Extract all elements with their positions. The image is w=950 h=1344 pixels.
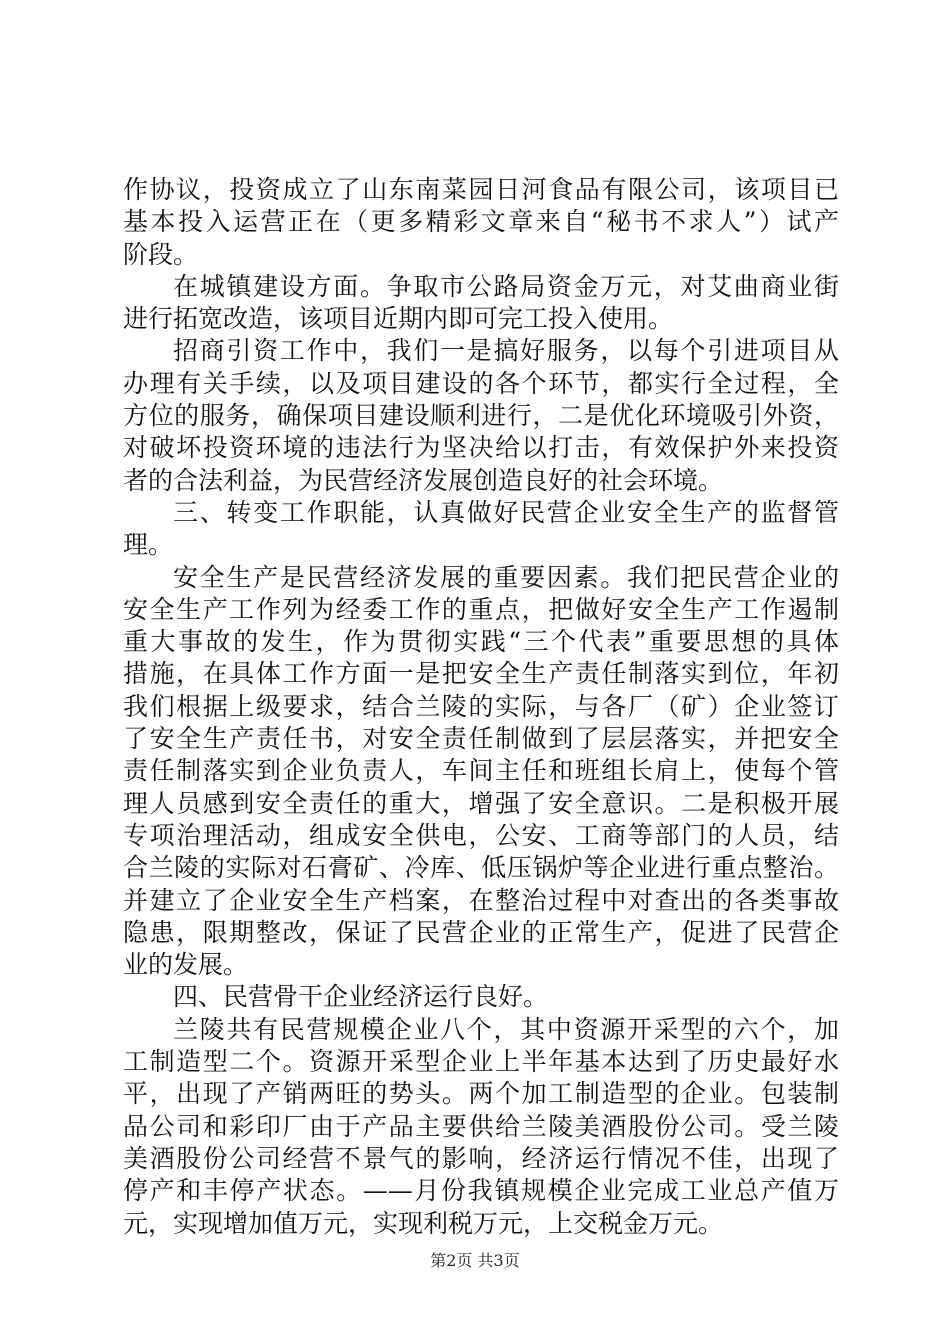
text-line: 业的发展。 bbox=[123, 950, 249, 980]
text-line: 并建立了企业安全生产档案，在整治过程中对查出的各类事故 bbox=[123, 885, 839, 915]
text-line: 安全生产工作列为经委工作的重点，把做好安全生产工作遏制 bbox=[123, 594, 839, 624]
text-line: 停产和丰停产状态。——月份我镇规模企业完成工业总产值万 bbox=[123, 1176, 839, 1206]
text-line: 理。 bbox=[123, 530, 174, 560]
text-line: 元，实现增加值万元，实现利税万元，上交税金万元。 bbox=[123, 1208, 724, 1238]
text-line: 品公司和彩印厂由于产品主要供给兰陵美酒股份公司。受兰陵 bbox=[123, 1111, 839, 1141]
text-line: 作协议，投资成立了山东南菜园日河食品有限公司，该项目已 bbox=[123, 175, 839, 204]
text-line: 隐患，限期整改，保证了民营企业的正常生产，促进了民营企 bbox=[123, 917, 839, 947]
text-line: 办理有关手续，以及项目建设的各个环节，都实行全过程，全 bbox=[123, 368, 839, 398]
text-line: 四、民营骨干企业经济运行良好。 bbox=[173, 982, 549, 1012]
text-line: 兰陵共有民营规模企业八个，其中资源开采型的六个，加 bbox=[173, 1014, 839, 1044]
text-line: 专项治理活动，组成安全供电，公安、工商等部门的人员，结 bbox=[123, 820, 839, 850]
text-line: 理人员感到安全责任的重大，增强了安全意识。二是积极开展 bbox=[123, 788, 839, 818]
text-line: 者的合法利益，为民营经济发展创造良好的社会环境。 bbox=[123, 465, 724, 495]
text-line: 对破坏投资环境的违法行为坚决给以打击，有效保护外来投资 bbox=[123, 433, 839, 463]
text-line: 进行拓宽改造，该项目近期内即可完工投入使用。 bbox=[123, 304, 674, 334]
text-line: 了安全生产责任书，对安全责任制做到了层层落实，并把安全 bbox=[123, 724, 839, 754]
text-line: 美酒股份公司经营不景气的影响，经济运行情况不佳，出现了 bbox=[123, 1143, 839, 1173]
page-footer: 第2页 共3页 bbox=[430, 1251, 520, 1270]
text-line: 平，出现了产销两旺的势头。两个加工制造型的企业。包装制 bbox=[123, 1079, 839, 1109]
text-line: 阶段。 bbox=[123, 239, 199, 269]
text-line: 招商引资工作中，我们一是搞好服务，以每个引进项目从 bbox=[173, 336, 839, 366]
text-line: 措施，在具体工作方面一是把安全生产责任制落实到位，年初 bbox=[123, 659, 839, 689]
text-line: 工制造型二个。资源开采型企业上半年基本达到了历史最好水 bbox=[123, 1047, 839, 1077]
text-line: 合兰陵的实际对石膏矿、冷库、低压锅炉等企业进行重点整治。 bbox=[123, 853, 839, 883]
text-line: 重大事故的发生，作为贯彻实践“三个代表”重要思想的具体 bbox=[123, 627, 839, 657]
text-line: 基本投入运营正在（更多精彩文章来自“秘书不求人”）试产 bbox=[123, 207, 839, 237]
document-body bbox=[123, 174, 839, 1240]
text-line: 安全生产是民营经济发展的重要因素。我们把民营企业的 bbox=[173, 562, 839, 592]
text-line: 三、转变工作职能，认真做好民营企业安全生产的监督管 bbox=[173, 497, 839, 527]
text-line: 责任制落实到企业负责人，车间主任和班组长肩上，使每个管 bbox=[123, 756, 839, 786]
text-line: 在城镇建设方面。争取市公路局资金万元，对艾曲商业街 bbox=[173, 271, 839, 301]
text-line: 方位的服务，确保项目建设顺利进行，二是优化环境吸引外资， bbox=[123, 401, 839, 431]
text-line: 我们根据上级要求，结合兰陵的实际，与各厂（矿）企业签订 bbox=[123, 691, 839, 721]
